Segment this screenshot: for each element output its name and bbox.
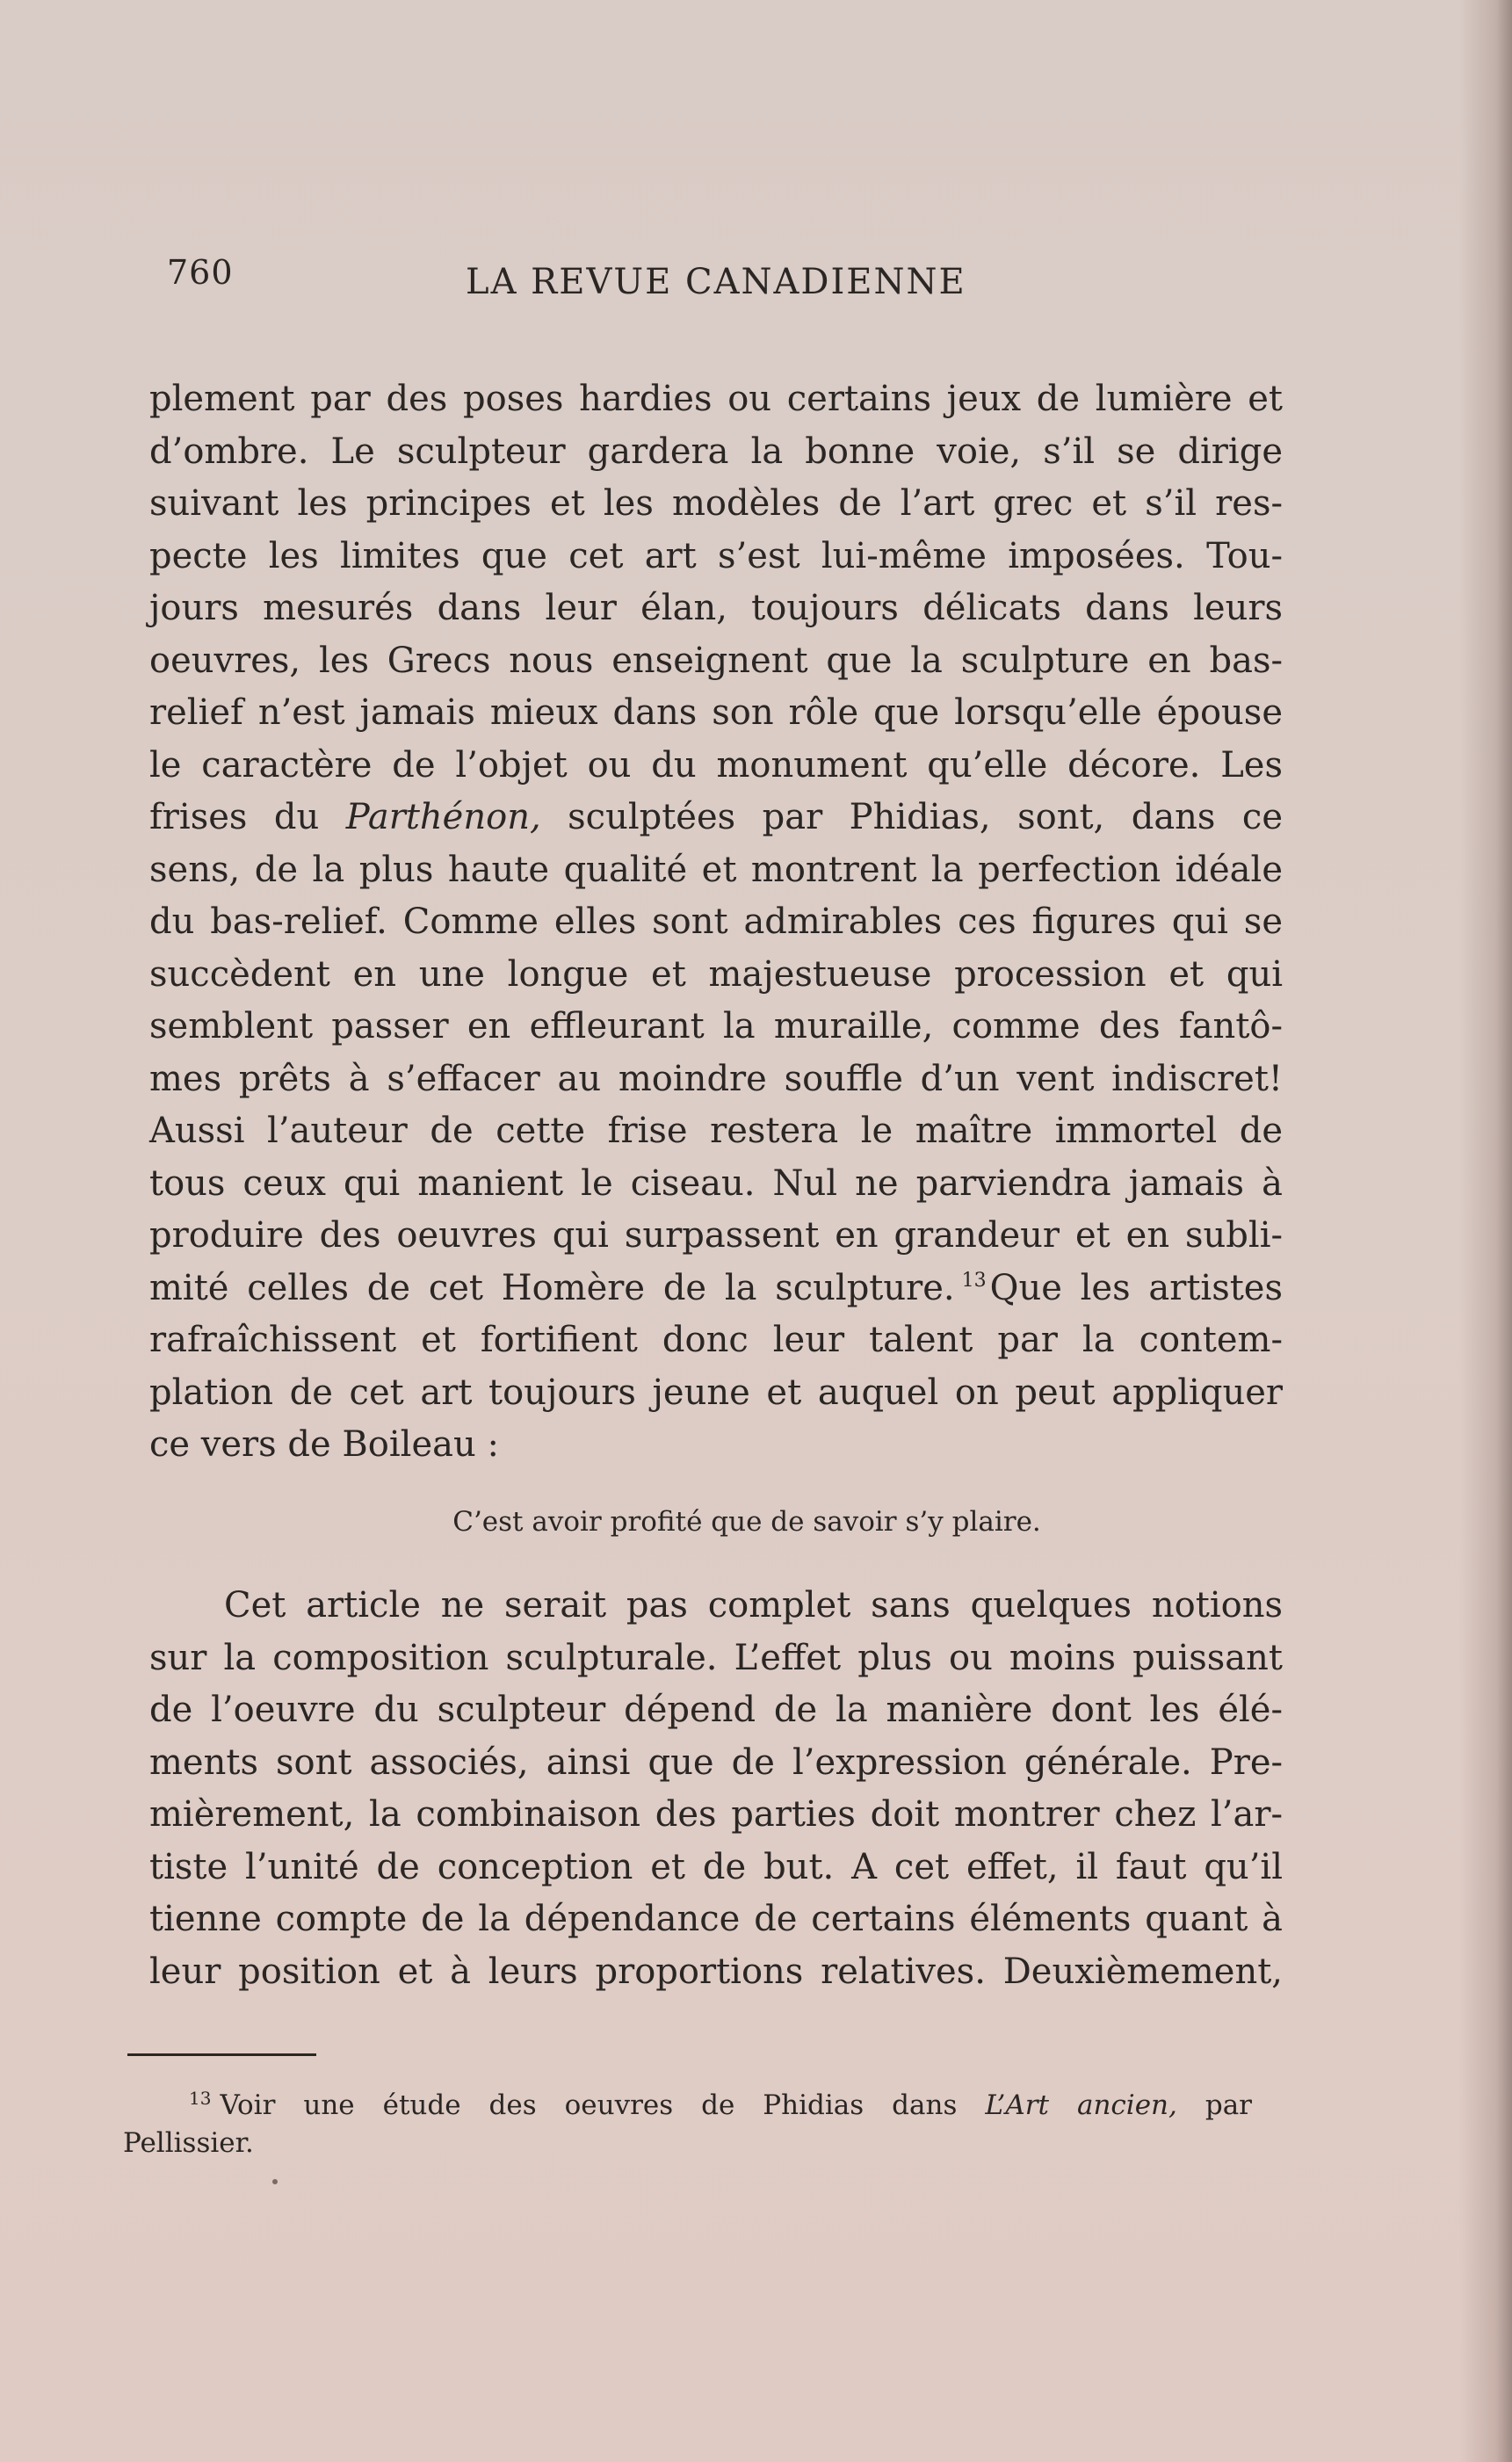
footnote-divider [127, 2053, 316, 2056]
text-line: tous ceux qui manient le ciseau. Nul ne parviendra jamais à [149, 1162, 1283, 1204]
text-line: pecte les limites que cet art s’est lui-même imposées. Tou- [149, 535, 1283, 576]
text-line: mes prêts à s’effacer au moindre souffle d’un vent indiscret! [149, 1058, 1283, 1099]
body-text [149, 373, 1283, 1998]
text-line: Cet article ne serait pas complet sans quelques notions [224, 1585, 1283, 1626]
text-line: succèdent en une longue et majestueuse procession et qui [149, 953, 1283, 995]
paper-speck [272, 2179, 278, 2184]
text-line: rafraîchissent et fortifient donc leur talent par la contem- [149, 1320, 1283, 1360]
text-line: tienne compte de la dépendance de certains éléments quant à [149, 1899, 1283, 1939]
text-line: plation de cet art toujours jeune et auquel on peut appliquer [149, 1372, 1283, 1413]
text-line: sens, de la plus haute qualité et montrent la perfection idéale [149, 849, 1283, 890]
text-fragment: Que les artistes [989, 1267, 1283, 1308]
text-line: leur position et à leurs proportions relatives. Deuxièmement, [149, 1951, 1283, 1992]
footnote [123, 2087, 1252, 2162]
text-fragment: par [1176, 2089, 1252, 2121]
text-line: produire des oeuvres qui surpassent en grandeur et en subli- [149, 1215, 1283, 1256]
italic-title: L’Art ancien, [985, 2089, 1177, 2121]
text-line: le caractère de l’objet ou du monument qu’elle décore. Les [149, 744, 1283, 786]
italic-title: Parthénon, [345, 797, 541, 837]
text-line: Aussi l’auteur de cette frise restera le maître immortel de [149, 1111, 1283, 1151]
running-title: LA REVUE CANADIENNE [466, 262, 966, 302]
text-line: ments sont associés, ainsi que de l’expression générale. Pre- [149, 1742, 1283, 1783]
text-line: mièrement, la combinaison des parties doit montrer chez l’ar- [149, 1794, 1283, 1835]
verse-quote: C’est avoir profité que de savoir s’y plaire. [452, 1505, 1041, 1538]
paragraph-2 [149, 1580, 1283, 1998]
footnote-number: 13 [189, 2087, 212, 2109]
footnote-reference: 13 [961, 1270, 987, 1293]
text-line: sur la composition sculpturale. L’effet plus ou moins puissant [149, 1637, 1283, 1678]
page-number: 760 [167, 253, 234, 292]
text-line: oeuvres, les Grecs nous enseignent que la sculpture en bas- [149, 640, 1283, 681]
text-fragment: frises du [149, 797, 346, 837]
text-line: plement par des poses hardies ou certains jeux de lumière et [149, 379, 1283, 419]
text-line: d’ombre. Le sculpteur gardera la bonne voie, s’il se dirige [149, 431, 1283, 472]
page-header [167, 253, 1283, 306]
page-gutter-shadow [1459, 0, 1512, 2462]
footnote-line [123, 2087, 1252, 2125]
text-line: du bas-relief. Comme elles sont admirables ces figures qui se [149, 902, 1283, 942]
text-line [149, 1263, 1283, 1315]
text-line: ce vers de Boileau : [149, 1424, 499, 1465]
text-fragment: sculptées par Phidias, sont, dans ce [540, 797, 1283, 837]
text-line: de l’oeuvre du sculpteur dépend de la manière dont les élé- [149, 1690, 1283, 1730]
text-line [149, 792, 1283, 844]
text-line: tiste l’unité de conception et de but. A cet effet, il faut qu’il [149, 1846, 1283, 1887]
text-line: semblent passer en effleurant la muraille, comme des fantô- [149, 1006, 1283, 1046]
footnote-line: Pellissier. [123, 2127, 254, 2159]
text-line: jours mesurés dans leur élan, toujours délicats dans leurs [149, 588, 1283, 628]
text-fragment: mité celles de cet Homère de la sculpture. [149, 1267, 955, 1308]
paragraph-1 [149, 373, 1283, 1472]
text-line: relief n’est jamais mieux dans son rôle que lorsqu’elle épouse [149, 692, 1283, 733]
text-fragment: Voir une étude des oeuvres de Phidias dans [220, 2089, 986, 2121]
text-line: suivant les principes et les modèles de l’art grec et s’il res- [149, 483, 1283, 524]
